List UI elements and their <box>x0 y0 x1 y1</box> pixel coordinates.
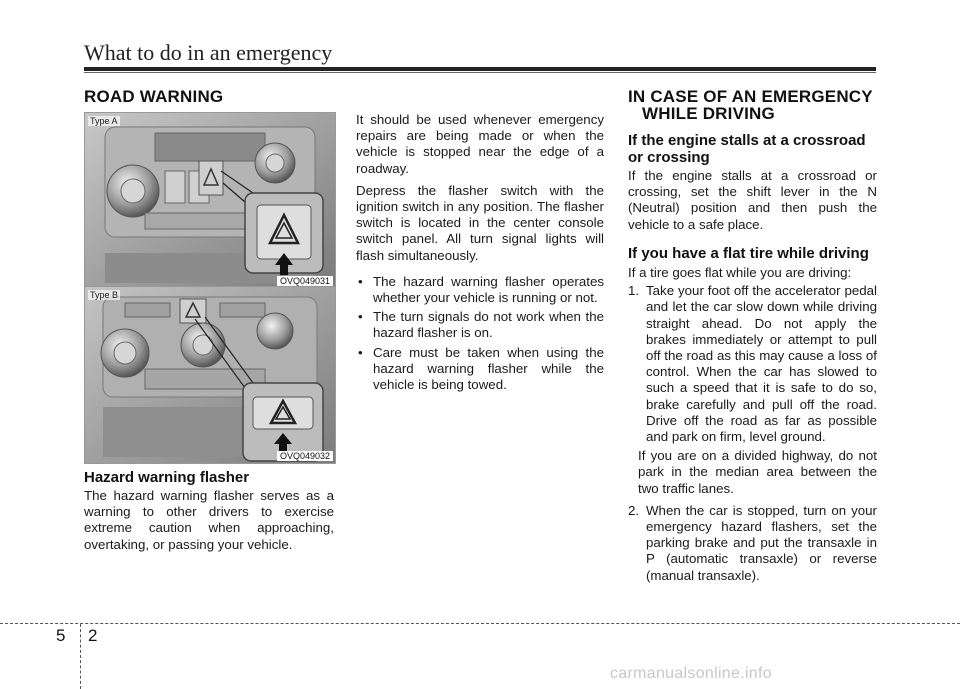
stall-paragraph: If the engine stalls at a crossroad or crossing, set the shift lever in the N (Neutral) position and then push the vehicle to a safe place. <box>628 168 877 232</box>
photo-type-a <box>84 112 336 289</box>
footer-dashed-rule <box>0 623 960 624</box>
photo-b-code: OVQ049032 <box>277 451 333 461</box>
photo-type-b <box>84 286 336 464</box>
hazard-bullet-list <box>356 274 604 393</box>
stall-heading-line2: or crossing <box>628 149 710 166</box>
flat-tire-intro: If a tire goes flat while you are driving: <box>628 265 852 280</box>
stall-heading <box>628 132 866 166</box>
flat-tire-block <box>628 265 877 587</box>
emergency-title-line2: WHILE DRIVING <box>642 104 775 123</box>
bullet-item: • Care must be taken when using the hazard warning flasher while the vehicle is being towed. <box>356 345 604 394</box>
emergency-title <box>628 88 873 122</box>
photo-b-type-label: Type B <box>90 290 119 300</box>
flat-tire-steps <box>628 283 877 445</box>
step-number: 1. <box>628 283 640 299</box>
switch-paragraph: Depress the flasher switch with the ignition switch in any position. The flasher switch is located in the center console switch panel. All turn signal lights will flash simultaneously. <box>356 182 604 263</box>
road-warning-title: ROAD WARNING <box>84 87 224 106</box>
page-number: 2 <box>88 626 98 645</box>
road-warning-text-block <box>356 112 604 396</box>
step-number: 2. <box>628 502 640 518</box>
page-header-title: What to do in an emergency <box>84 40 333 65</box>
photo-a-type-label: Type A <box>90 116 118 126</box>
bullet-item: • The hazard warning flasher operates whether your vehicle is running or not. <box>356 274 604 306</box>
stall-heading-line1: If the engine stalls at a crossroad <box>628 132 866 149</box>
hazard-heading: Hazard warning flasher <box>84 469 250 486</box>
hazard-paragraph: The hazard warning flasher serves as a warning to other drivers to exercise extreme caution when approaching, overtaking, or passing your vehicle. <box>84 488 334 552</box>
flat-tire-heading: If you have a flat tire while driving <box>628 245 869 262</box>
bullet-item: • The turn signals do not work when the hazard flasher is on. <box>356 309 604 341</box>
flat-tire-steps-2 <box>628 503 877 584</box>
usage-paragraph: It should be used whenever emergency repairs are being made or when the vehicle is stopped near the edge of a roadway. <box>356 112 604 176</box>
section-number: 5 <box>56 626 66 645</box>
step-text: Take your foot off the accelerator pedal and let the car slow down while driving straight ahead. Do not apply the brakes immediately or attempt to pull off the road as this may cause a loss of control. When the car has slowed to such a speed that it is safe to do so, brake carefully and pull off the road. Drive off the road as far as possible and park on firm, level ground. <box>646 283 877 445</box>
hazard-paragraph-block <box>84 488 334 559</box>
photo-a-code: OVQ049031 <box>277 276 333 286</box>
stall-paragraph-block <box>628 168 877 239</box>
watermark: carmanualsonline.info <box>610 665 772 682</box>
step-item <box>628 503 877 584</box>
header-rule <box>84 67 876 71</box>
emergency-title-line1: IN CASE OF AN EMERGENCY <box>628 87 873 106</box>
step-text: When the car is stopped, turn on your emergency hazard flashers, set the parking brake and put the transaxle in P (automatic transaxle) or reverse (manual transaxle). <box>646 502 877 583</box>
divided-highway-note: If you are on a divided highway, do not park in the median area between the two traffic lanes. <box>638 448 877 496</box>
step-item <box>628 283 877 445</box>
header-rule-thin <box>84 72 876 73</box>
footer-vertical-rule <box>80 624 81 689</box>
console-illustration-a <box>85 113 335 288</box>
console-illustration-b <box>85 287 335 463</box>
